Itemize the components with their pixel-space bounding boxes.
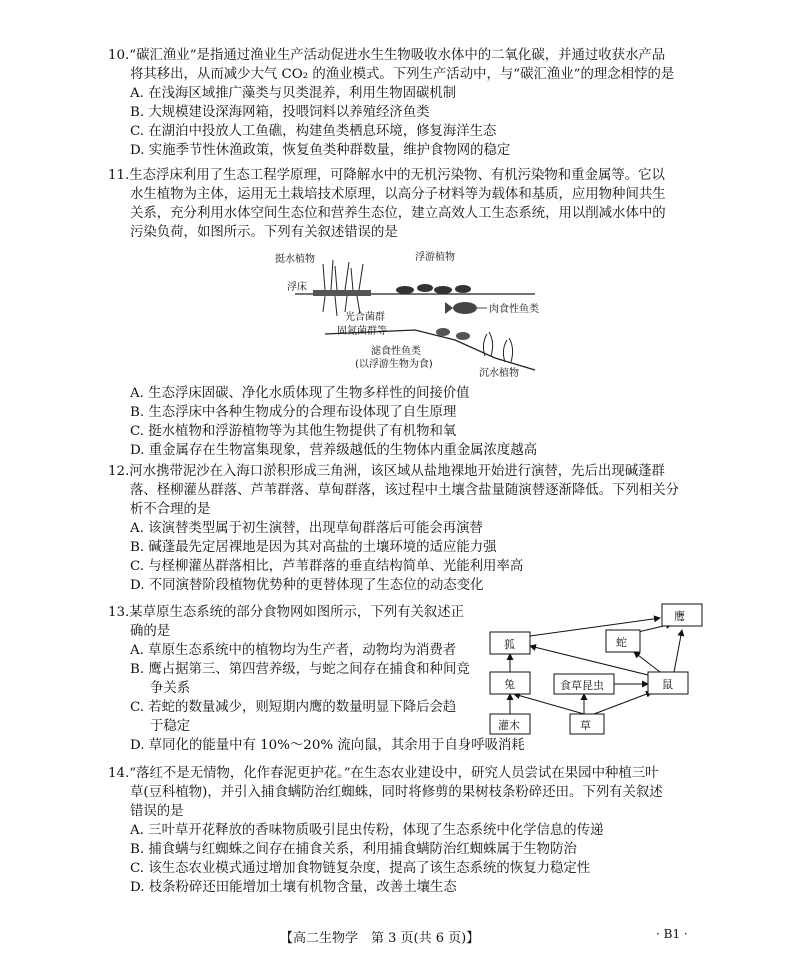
question-10-option-a: A. 在浅海区域推广藻类与贝类混养，利用生物固碳机制	[130, 86, 457, 101]
label-filter-feeding-fish-note: (以浮游生物为食)	[355, 359, 433, 370]
question-14-option-c: C. 该生态农业模式通过增加食物链复杂度，提高了该生态系统的恢复力稳定性	[130, 861, 591, 876]
question-13	[108, 603, 488, 736]
question-14-stem-line-2: 草(豆科植物)，并引入捕食螨防治红蜘蛛，同时将修剪的果树枝条粉碎还田。下列有关叙述	[130, 785, 663, 800]
question-11	[108, 166, 698, 242]
question-12-stem-line-1: 12.河水携带泥沙在入海口淤积形成三角洲，该区域从盐地裸地开始进行演替，先后出现碱蓬群	[108, 464, 665, 479]
question-12-option-d: D. 不同演替阶段植物优势种的更替体现了生态位的动态变化	[130, 578, 484, 593]
question-12-option-b: B. 碱蓬最先定居裸地是因为其对高盐的土壤环境的适应能力强	[130, 540, 497, 555]
question-14-option-d: D. 枝条粉碎还田能增加土壤有机物含量，改善土壤生态	[130, 880, 457, 895]
question-14-option-a: A. 三叶草开花释放的香味物质吸引昆虫传粉，体现了生态系统中化学信息的传递	[130, 823, 604, 838]
page-footer: 【高二生物学 第 3 页(共 6 页)】	[280, 931, 480, 946]
question-13-stem-line-2: 确的是	[130, 624, 171, 639]
question-13-option-b: B. 鹰占据第三、第四营养级，与蛇之间存在捕食和种间竞	[130, 662, 470, 677]
question-10-option-b: B. 大规模建设深海网箱，投喂饲料以养殖经济鱼类	[130, 105, 430, 120]
question-12-option-c: C. 与柽柳灌丛群落相比，芦苇群落的垂直结构简单、光能利用率高	[130, 559, 524, 574]
page-code: · B1 ·	[656, 927, 688, 941]
question-12-option-a: A. 该演替类型属于初生演替，出现草甸群落后可能会再演替	[130, 521, 483, 536]
question-12	[108, 462, 698, 595]
question-11-option-a: A. 生态浮床固碳、净化水质体现了生物多样性的间接价值	[130, 386, 470, 401]
question-11-stem-line-4: 污染负荷，如图所示。下列有关叙述错误的是	[130, 225, 398, 240]
question-14-stem-line-1: 14.“落红不是无情物，化作春泥更护花。”在生态农业建设中，研究人员尝试在果园中种植三叶	[108, 766, 659, 781]
node-fox: 狐	[504, 638, 515, 651]
label-photosynthetic-bacteria: 光合菌群	[345, 312, 385, 323]
question-12-stem-line-2: 落、柽柳灌丛群落、芦苇群落、草甸群落，该过程中土壤含盐量随演替逐渐降低。下列相关分	[130, 483, 680, 498]
question-11-option-d: D. 重金属存在生物富集现象，营养级越低的生物体内重金属浓度越高	[130, 443, 538, 458]
node-shrub: 灌木	[498, 719, 520, 732]
node-snake: 蛇	[616, 636, 627, 649]
question-10-stem-line-1: 10.“碳汇渔业”是指通过渔业生产活动促进水生生物吸收水体中的二氧化碳，并通过收获水产品	[108, 48, 666, 63]
question-10-option-d: D. 实施季节性休渔政策，恢复鱼类种群数量，维护食物网的稳定	[130, 143, 511, 158]
label-emergent-plants: 挺水植物	[275, 254, 315, 265]
question-10-option-c: C. 在湖泊中投放人工鱼礁，构建鱼类栖息环境，修复海洋生态	[130, 124, 497, 139]
label-raft: 浮床	[287, 282, 307, 293]
question-14-option-b: B. 捕食螨与红蜘蛛之间存在捕食关系，利用捕食螨防治红蜘蛛属于生物防治	[130, 842, 577, 857]
label-nitrogen-fixing-bacteria: 固氮菌群等	[337, 326, 387, 337]
food-web-diagram	[484, 600, 710, 740]
question-11-option-c: C. 挺水植物和浮游植物等为其他生物提供了有机物和氧	[130, 424, 457, 439]
question-13-stem-line-1: 13.某草原生态系统的部分食物网如图所示，下列有关叙述正	[108, 605, 465, 620]
question-13-option-c: C. 若蛇的数量减少，则短期内鹰的数量明显下降后会趋	[130, 700, 457, 715]
label-submerged-plants: 沉水植物	[479, 368, 519, 379]
label-filter-feeding-fish: 滤食性鱼类	[371, 346, 421, 357]
question-11-stem-line-3: 关系，充分利用水体空间生态位和营养生态位，建立高效人工生态系统，用以削减水体中的	[130, 206, 666, 221]
question-11-options	[108, 384, 698, 460]
question-11-stem-line-1: 11.生态浮床利用了生态工程学原理，可降解水中的无机污染物、有机污染物和重金属等。它以	[108, 168, 665, 183]
question-11-option-b: B. 生态浮床中各种生物成分的合理布设体现了自生原理	[130, 405, 457, 420]
node-mouse: 鼠	[662, 678, 673, 691]
node-rabbit: 兔	[504, 678, 515, 691]
question-14	[108, 764, 698, 897]
floating-bed-figure	[265, 250, 565, 380]
question-13-option-c-cont: 于稳定	[150, 719, 191, 734]
question-13-option-a: A. 草原生态系统中的植物均为生产者，动物均为消费者	[130, 643, 457, 658]
label-floating-plants: 浮游植物	[415, 252, 455, 263]
question-13-option-d: D. 草同化的能量中有 10%～20% 流向鼠，其余用于自身呼吸消耗	[130, 738, 525, 753]
node-hawk: 鹰	[674, 610, 685, 623]
node-herbivorous-insect: 食草昆虫	[560, 679, 604, 692]
node-grass: 草	[580, 719, 591, 732]
question-13-option-b-cont: 争关系	[150, 681, 191, 696]
label-carnivorous-fish: 肉食性鱼类	[489, 304, 539, 315]
question-14-stem-line-3: 错误的是	[130, 804, 184, 819]
question-12-stem-line-3: 析不合理的是	[130, 502, 211, 517]
question-11-stem-line-2: 水生植物为主体，运用无土栽培技术原理，以高分子材料等为载体和基质，应用物种间共生	[130, 187, 666, 202]
question-10-stem-line-2: 将其移出，从而减少大气 CO₂ 的渔业模式。下列生产活动中，与“碳汇渔业”的理念相悖的是	[130, 67, 675, 82]
question-10	[108, 46, 698, 160]
